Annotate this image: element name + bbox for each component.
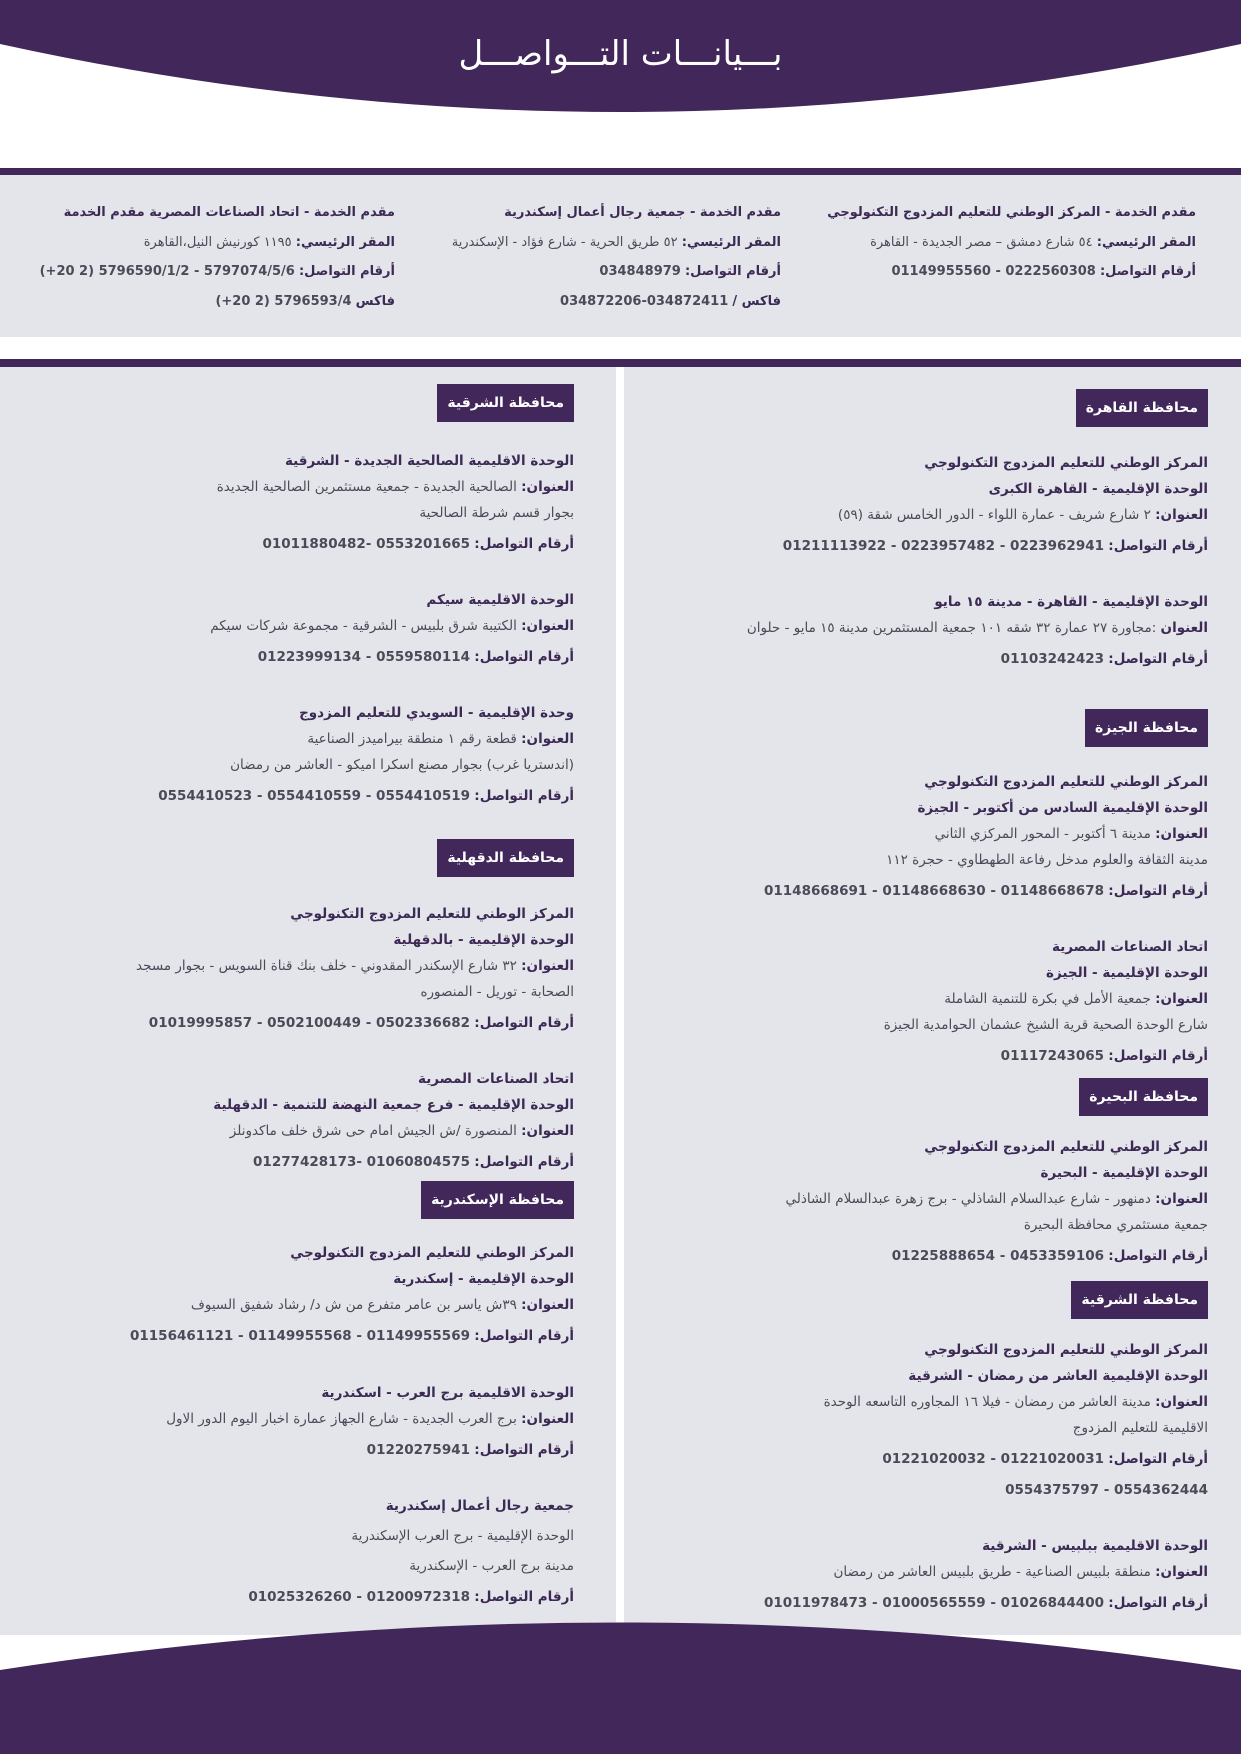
office-phones-extra: 0554375797 - 0554362444	[1005, 1482, 1208, 1498]
office-title: وحدة الإقليمية - السويدي للتعليم المزدوج	[299, 705, 574, 721]
office-detail	[136, 958, 574, 974]
detail-value: 01019995857 - 0502100449 - 0502336682	[148, 1015, 470, 1031]
office-title: المركز الوطني للتعليم المزدوج التكنولوجي	[924, 455, 1208, 471]
detail-label: أرقام التواصل:	[474, 1328, 574, 1344]
office-detail	[944, 991, 1208, 1007]
office-title: الوحدة الإقليمية السادس من أكتوبر - الجيزة	[917, 800, 1208, 816]
column-divider	[616, 367, 624, 1635]
detail-label: أرقام التواصل:	[474, 536, 574, 552]
detail-value: منطقة بلبيس الصناعية - طريق بلبيس العاشر من رمضان	[833, 1564, 1151, 1580]
office-detail-line: بجوار قسم شرطة الصالحية	[419, 505, 574, 521]
detail-value: 01225888654 - 0453359106	[891, 1248, 1104, 1264]
page-title: بـــيانـــات التـــواصـــل	[458, 34, 783, 74]
region-tag: محافظة الشرقية	[1071, 1281, 1208, 1319]
detail-value: 01117243065	[1000, 1048, 1104, 1064]
provider-card-1	[776, 198, 1196, 287]
detail-label: أرقام التواصل:	[1108, 1248, 1208, 1264]
detail-label: العنوان:	[521, 1411, 574, 1427]
provider-phones: أرقام التواصل: (+20 2) 5796590/1/2 - 5797074/5/6	[39, 264, 395, 279]
detail-value: 01103242423	[1000, 651, 1104, 667]
detail-label: العنوان	[1160, 620, 1208, 636]
office-detail	[882, 1451, 1208, 1467]
detail-label: العنوان:	[521, 618, 574, 634]
office-detail	[764, 1595, 1208, 1611]
office-detail	[262, 536, 574, 552]
detail-label: أرقام التواصل:	[474, 649, 574, 665]
office-detail-line: الوحدة الإقليمية - برج العرب الإسكندرية	[351, 1528, 574, 1544]
region-tag: محافظة الشرقية	[437, 384, 574, 422]
office-title: الوحدة الاقليمية ببلبيس - الشرقية	[982, 1538, 1208, 1554]
office-title: اتحاد الصناعات المصرية	[418, 1071, 574, 1087]
office-detail	[1001, 1048, 1208, 1064]
provider-address: المقر الرئيسي: ١١٩٥ كورنيش النيل،القاهرة	[143, 234, 395, 250]
office-detail	[217, 479, 574, 495]
office-detail-line: الاقليمية للتعليم المزدوج	[1072, 1420, 1208, 1436]
detail-label: أرقام التواصل:	[1108, 1595, 1208, 1611]
detail-value: 01220275941	[366, 1442, 470, 1458]
footer-wave	[0, 1620, 1241, 1754]
office-detail	[149, 1015, 574, 1031]
office-detail	[130, 1328, 574, 1344]
detail-value: الكتيبة شرق بلبيس - الشرقية - مجموعة شركات سيكم	[210, 618, 517, 634]
detail-value: ٣٢ شارع الإسكندر المقدوني - خلف بنك قناة السويس - بجوار مسجد	[136, 958, 517, 974]
detail-label: العنوان:	[1155, 1564, 1208, 1580]
detail-label: أرقام التواصل:	[474, 1589, 574, 1605]
detail-value: 01011880482- 0553201665	[262, 536, 470, 552]
detail-value: 0554410523 - 0554410559 - 0554410519	[158, 788, 470, 804]
office-detail	[833, 1564, 1208, 1580]
office-detail	[166, 1411, 574, 1427]
office-detail	[783, 538, 1208, 554]
office-detail	[747, 620, 1208, 636]
detail-value: مدينة ٦ أكتوبر - المحور المركزي الثاني	[934, 826, 1151, 842]
office-title: المركز الوطني للتعليم المزدوج التكنولوجي	[924, 774, 1208, 790]
office-title: الوحدة الإقليمية - القاهرة - مدينة ١٥ مايو	[934, 594, 1208, 610]
detail-label: أرقام التواصل:	[1108, 651, 1208, 667]
office-detail	[191, 1297, 574, 1313]
detail-value: 01277428173- 01060804575	[253, 1154, 470, 1170]
detail-value: مدينة العاشر من رمضان - فيلا ١٦ المجاوره التاسعه الوحدة	[823, 1394, 1151, 1410]
detail-value: المنصورة /ش الجيش امام حى شرق خلف ماكدونلز	[229, 1123, 517, 1139]
office-detail	[764, 883, 1208, 899]
top-rule	[0, 168, 1241, 175]
office-detail	[824, 1394, 1208, 1410]
provider-fax: فاكس / 034872206-034872411	[560, 293, 781, 309]
detail-label: العنوان:	[521, 1297, 574, 1313]
header-wave	[0, 0, 1241, 160]
detail-value: 01211113922 - 0223957482 - 0223962941	[782, 538, 1104, 554]
detail-value: جمعية الأمل في بكرة للتنمية الشاملة	[944, 991, 1151, 1007]
detail-value: 01011978473 - 01000565559 - 01026844400	[764, 1595, 1104, 1611]
detail-label: العنوان:	[1155, 1191, 1208, 1207]
office-title: المركز الوطني للتعليم المزدوج التكنولوجي	[924, 1139, 1208, 1155]
office-detail	[158, 788, 574, 804]
detail-label: العنوان:	[1155, 826, 1208, 842]
detail-value: 01025326260 - 01200972318	[248, 1589, 470, 1605]
office-detail	[838, 507, 1208, 523]
detail-value: ٣٩ش ياسر بن عامر متفرع من ش د/ رشاد شفيق السيوف	[190, 1297, 517, 1313]
detail-label: أرقام التواصل:	[1108, 1048, 1208, 1064]
office-detail-line: جمعية مستثمري محافظة البحيرة	[1023, 1217, 1208, 1233]
office-title: المركز الوطني للتعليم المزدوج التكنولوجي	[290, 1245, 574, 1261]
office-title: الوحدة الإقليمية - بالدقهلية	[393, 932, 574, 948]
region-tag: محافظة الدقهلية	[437, 839, 574, 877]
office-detail-line: (اندستريا غرب) بجوار مصنع اسكرا اميكو - العاشر من رمضان	[230, 757, 574, 773]
office-title: الوحدة الاقليمية سيكم	[426, 592, 574, 608]
detail-label: أرقام التواصل:	[1108, 1451, 1208, 1467]
office-detail	[1001, 651, 1208, 667]
office-detail	[253, 1154, 574, 1170]
detail-value: ٢ شارع شريف - عمارة اللواء - الدور الخامس شقة (٥٩)	[837, 507, 1151, 523]
detail-label: أرقام التواصل:	[474, 1015, 574, 1031]
office-detail	[935, 826, 1208, 842]
detail-value: 01223999134 - 0559580114	[257, 649, 470, 665]
detail-label: أرقام التواصل:	[474, 1442, 574, 1458]
region-tag: محافظة القاهرة	[1076, 389, 1208, 427]
detail-label: العنوان:	[1155, 1394, 1208, 1410]
detail-value: برج العرب الجديدة - شارع الجهاز عمارة اخبار اليوم الدور الاول	[166, 1411, 517, 1427]
provider-phones: أرقام التواصل: 01149955560 - 0222560308	[891, 264, 1196, 279]
office-detail	[367, 1442, 574, 1458]
office-title: الوحدة الاقليمية برج العرب - اسكندرية	[321, 1385, 574, 1401]
office-detail-line: الصحابة - توريل - المنصوره	[420, 984, 574, 1000]
page-header	[0, 0, 1241, 160]
detail-label: أرقام التواصل:	[474, 1154, 574, 1170]
provider-card-3	[35, 198, 395, 316]
provider-name: مقدم الخدمة - المركز الوطني للتعليم المزدوج التكنولوجي	[827, 205, 1196, 220]
office-title: الوحدة الإقليمية العاشر من رمضان - الشرقية	[908, 1368, 1208, 1384]
office-title: اتحاد الصناعات المصرية	[1052, 939, 1208, 955]
office-detail	[307, 731, 574, 747]
main-rule	[0, 359, 1241, 367]
office-title: جمعية رجال أعمال إسكندرية	[385, 1498, 574, 1514]
office-title: الوحدة الإقليمية - القاهرة الكبرى	[988, 481, 1208, 497]
region-tag: محافظة الإسكندرية	[421, 1181, 574, 1219]
office-detail-line: مدينة الثقافة والعلوم مدخل رفاعة الطهطاوي - حجرة ١١٢	[886, 852, 1208, 868]
office-detail	[248, 1589, 574, 1605]
office-title: المركز الوطني للتعليم المزدوج التكنولوجي	[924, 1342, 1208, 1358]
detail-value: دمنهور - شارع عبدالسلام الشاذلي - برج زهرة عبدالسلام الشاذلي	[785, 1191, 1151, 1207]
office-title: الوحدة الإقليمية - الجيزة	[1046, 965, 1208, 981]
office-title: الوحدة الإقليمية - إسكندرية	[393, 1271, 574, 1287]
detail-value: 01156461121 - 01149955568 - 01149955569	[130, 1328, 470, 1344]
office-detail	[230, 1123, 574, 1139]
region-tag: محافظة البحيرة	[1079, 1078, 1208, 1116]
office-title: المركز الوطني للتعليم المزدوج التكنولوجي	[290, 906, 574, 922]
detail-label: أرقام التواصل:	[1108, 883, 1208, 899]
provider-address: المقر الرئيسي: ٥٤ شارع دمشق – مصر الجديدة - القاهرة	[870, 234, 1196, 250]
detail-label: أرقام التواصل:	[1108, 538, 1208, 554]
office-detail	[210, 618, 574, 634]
detail-label: العنوان:	[521, 1123, 574, 1139]
provider-name: مقدم الخدمة - جمعية رجال أعمال إسكندرية	[504, 205, 781, 220]
detail-value: :مجاورة ٢٧ عمارة ٣٢ شقه ١٠١ جمعية المستثمرين مدينة ١٥ مايو - حلوان	[746, 620, 1157, 636]
provider-fax: فاكس (+20 2) 5796593/4	[215, 293, 395, 309]
office-title: الوحدة الاقليمية الصالحية الجديدة - الشرقية	[284, 453, 574, 469]
provider-phones: أرقام التواصل: 034848979	[599, 264, 781, 279]
office-title: الوحدة الإقليمية - البحيرة	[1040, 1165, 1208, 1181]
detail-label: أرقام التواصل:	[474, 788, 574, 804]
office-detail-line: شارع الوحدة الصحية قرية الشيخ عشمان الحوامدية الجيزة	[883, 1017, 1208, 1033]
page-footer	[0, 1620, 1241, 1754]
region-tag: محافظة الجيزة	[1085, 709, 1208, 747]
detail-label: العنوان:	[521, 731, 574, 747]
detail-label: العنوان:	[521, 479, 574, 495]
office-detail	[786, 1191, 1208, 1207]
provider-address: المقر الرئيسي: ٥٢ طريق الحرية - شارع فؤاد - الإسكندرية	[451, 234, 781, 250]
office-detail-line: مدينة برج العرب - الإسكندرية	[409, 1558, 574, 1574]
provider-card-2	[421, 198, 781, 316]
office-detail	[892, 1248, 1208, 1264]
detail-value: 01148668691 - 01148668630 - 01148668678	[764, 883, 1104, 899]
detail-value: 01221020032 - 01221020031	[882, 1451, 1104, 1467]
detail-value: الصالحية الجديدة - جمعية مستثمرين الصالحية الجديدة	[216, 479, 517, 495]
detail-label: العنوان:	[521, 958, 574, 974]
detail-label: العنوان:	[1155, 507, 1208, 523]
detail-label: العنوان:	[1155, 991, 1208, 1007]
provider-name: مقدم الخدمة - اتحاد الصناعات المصرية مقدم الخدمة	[63, 205, 395, 220]
office-title: الوحدة الإقليمية - فرع جمعية النهضة للتنمية - الدقهلية	[213, 1097, 574, 1113]
detail-value: قطعة رقم ١ منطقة بيراميدز الصناعية	[307, 731, 517, 747]
office-detail	[258, 649, 574, 665]
